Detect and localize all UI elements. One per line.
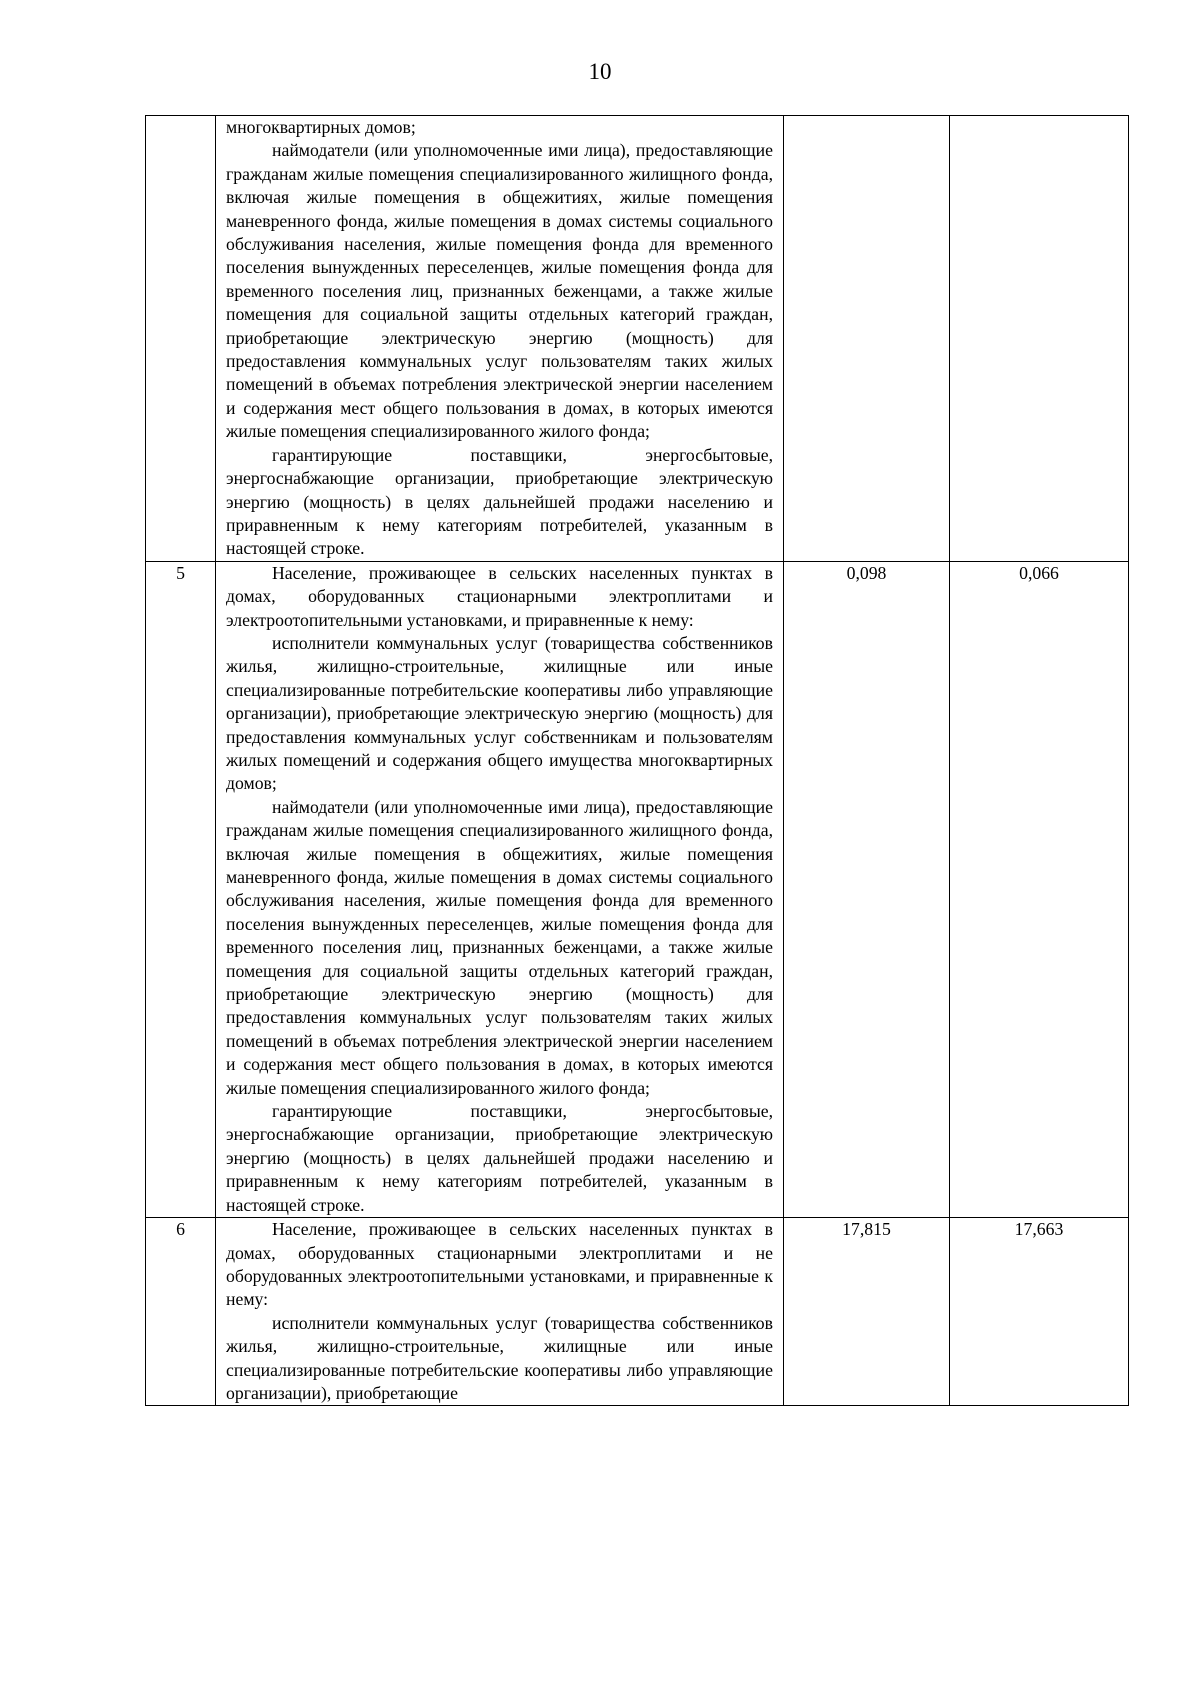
page-number: 10 [588, 59, 612, 84]
row-number-cell [146, 116, 216, 562]
value-cell-1 [784, 116, 950, 562]
table-row [146, 561, 1129, 1217]
row-number-cell: 6 [146, 1218, 216, 1406]
description-paragraph: многоквартирных домов; [226, 117, 416, 137]
value-cell-2 [950, 116, 1129, 562]
value-cell-2: 0,066 [950, 561, 1129, 1217]
value-cell-1: 0,098 [784, 561, 950, 1217]
table-row [146, 1218, 1129, 1406]
description-paragraph: наймодатели (или уполномоченные ими лица), предоставляющие гражданам жилые помещения специализированного жилищного фонда, включая жилые помещения в общежитиях, жилые помещения маневренного фонда, жилые помещения в домах системы социального обслуживания населения, жилые помещения фонда для временного поселения вынужденных переселенцев, жилые помещения фонда для временного поселения лиц, признанных беженцами, а также жилые помещения для социальной защиты отдельных категорий граждан, приобретающие электрическую энергию (мощность) для предоставления коммунальных услуг пользователям таких жилых помещений в объемах потребления электрической энергии населением и содержания мест общего пользования в домах, в которых имеются жилые помещения специализированного жилого фонда; [226, 796, 773, 1098]
value-cell-2: 17,663 [950, 1218, 1129, 1406]
description-paragraph: Население, проживающее в сельских населенных пунктах в домах, оборудованных стационарными электроплитами и электроотопительными установками, и приравненные к нему: [226, 562, 773, 630]
description-paragraph: гарантирующие поставщики, энергосбытовые, энергоснабжающие организации, приобретающие электрическую энергию (мощность) в целях дальнейшей продажи населению и приравненным к нему категориям потребителей, указанным в настоящей строке. [226, 1101, 773, 1215]
description-paragraph: Население, проживающее в сельских населенных пунктах в домах, оборудованных стационарными электроплитами и не оборудованных электроотопительными установками, и приравненные к нему: [226, 1219, 773, 1310]
table-row [146, 116, 1129, 562]
value-cell-1: 17,815 [784, 1218, 950, 1406]
description-paragraph: исполнители коммунальных услуг (товарищества собственников жилья, жилищно-строительные, жилищные или иные специализированные потребительские кооперативы либо управляющие организации), приобретающие электрическую энергию (мощность) для предоставления коммунальных услуг собственникам и пользователям жилых помещений и содержания общего имущества многоквартирных домов; [226, 632, 773, 794]
description-cell [216, 116, 784, 562]
description-cell [216, 1218, 784, 1406]
tariff-table [145, 115, 1129, 1406]
description-cell [216, 561, 784, 1217]
description-paragraph: наймодатели (или уполномоченные ими лица), предоставляющие гражданам жилые помещения специализированного жилищного фонда, включая жилые помещения в общежитиях, жилые помещения маневренного фонда, жилые помещения в домах системы социального обслуживания населения, жилые помещения фонда для временного поселения вынужденных переселенцев, жилые помещения фонда для временного поселения лиц, признанных беженцами, а также жилые помещения для социальной защиты отдельных категорий граждан, приобретающие электрическую энергию (мощность) для предоставления коммунальных услуг пользователям таких жилых помещений в объемах потребления электрической энергии населением и содержания мест общего пользования в домах, в которых имеются жилые помещения специализированного жилого фонда; [226, 140, 773, 442]
description-paragraph: гарантирующие поставщики, энергосбытовые, энергоснабжающие организации, приобретающие электрическую энергию (мощность) в целях дальнейшей продажи населению и приравненным к нему категориям потребителей, указанным в настоящей строке. [226, 444, 773, 559]
description-paragraph: исполнители коммунальных услуг (товарищества собственников жилья, жилищно-строительные, жилищные или иные специализированные потребительские кооперативы либо управляющие организации), приобретающие [226, 1312, 773, 1403]
row-number-cell: 5 [146, 561, 216, 1217]
